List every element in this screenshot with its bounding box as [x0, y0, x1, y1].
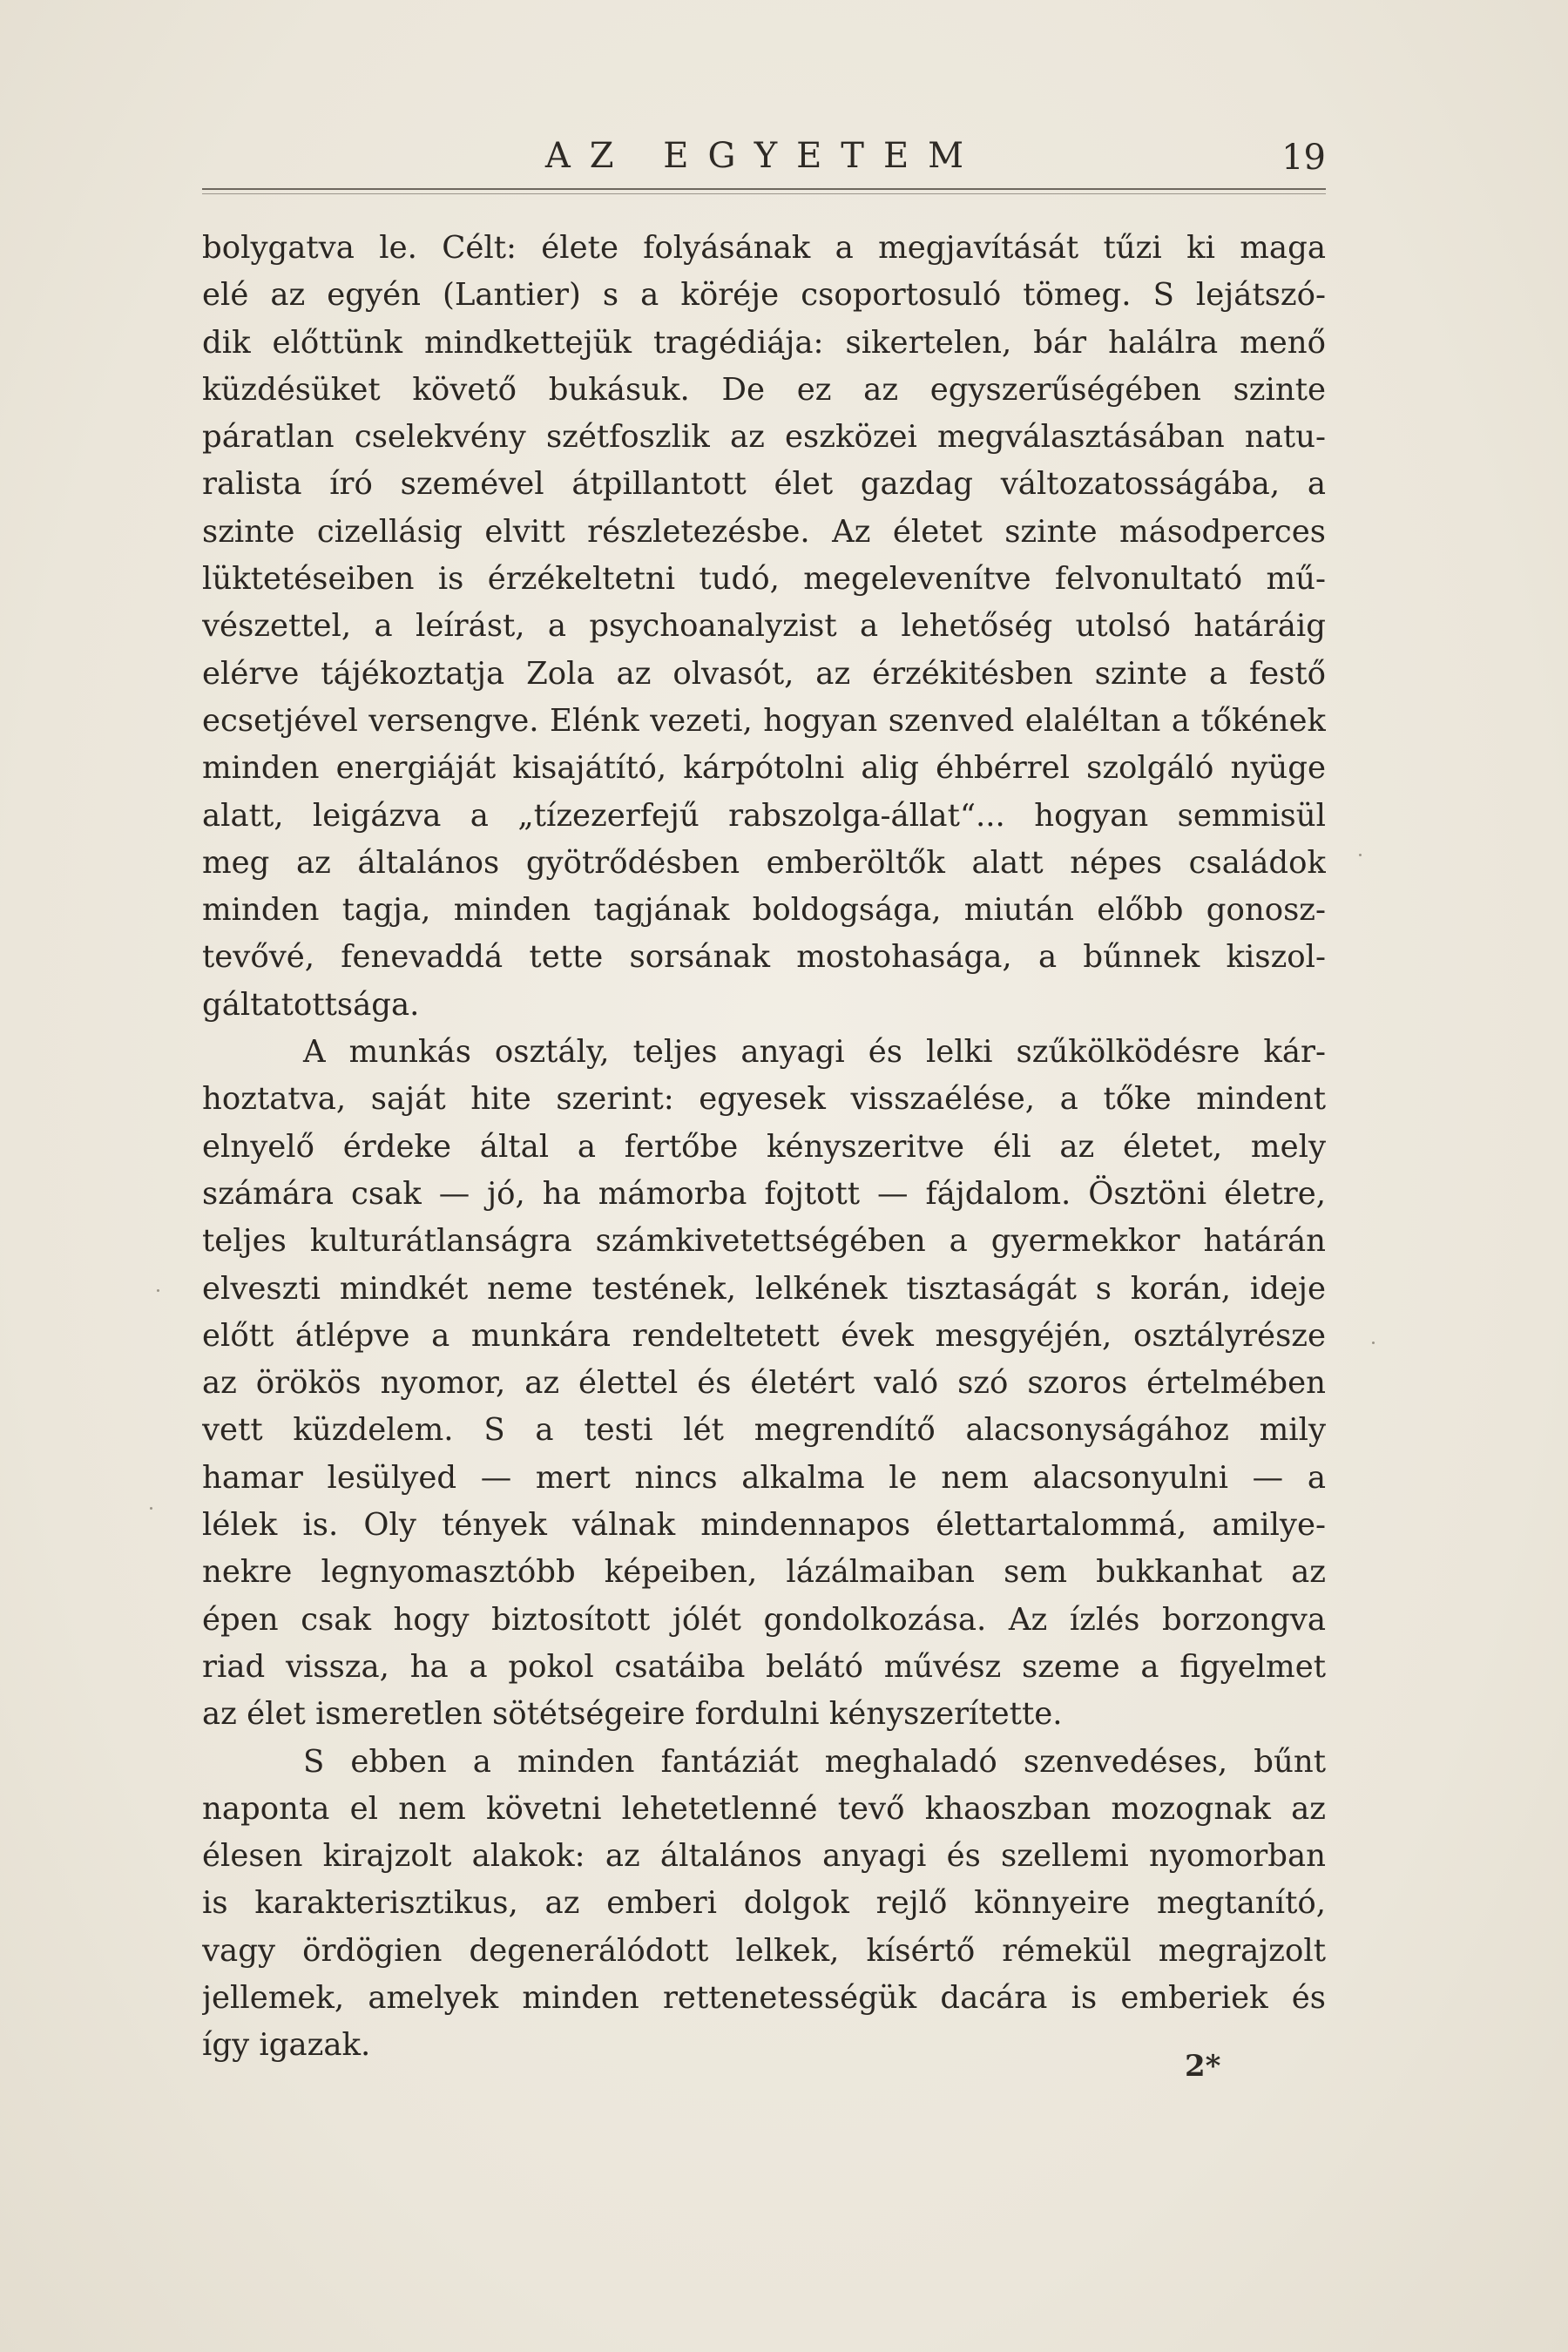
text-line: lélek is. Oly tények válnak mindennapos élettartalommá, amilye-	[202, 1507, 1326, 1544]
text-line: ralista író szemével átpillantott élet gazdag változatosságába, a	[202, 466, 1326, 503]
text-line: minden tagja, minden tagjának boldogsága, miután előbb gonosz-	[202, 892, 1326, 929]
text-line: páratlan cselekvény szétfoszlik az eszközei megválasztásában natu-	[202, 419, 1326, 456]
signature-mark: 2*	[1185, 2049, 1221, 2084]
text-line: tevővé, fenevaddá tette sorsának mostohasága, a bűnnek kiszol-	[202, 939, 1326, 976]
page-number: 19	[1281, 138, 1326, 178]
text-line: hoztatva, saját hite szerint: egyesek visszaélése, a tőke mindent	[202, 1081, 1326, 1118]
text-line: naponta el nem követni lehetetlenné tevő khaoszban mozognak az	[202, 1790, 1326, 1827]
text-line: A munkás osztály, teljes anyagi és lelki szűkölködésre kár-	[303, 1034, 1326, 1071]
text-line: élesen kirajzolt alakok: az általános anyagi és szellemi nyomorban	[202, 1838, 1326, 1875]
header-rule	[202, 188, 1326, 190]
text-line: elveszti mindkét neme testének, lelkének tisztaságát s korán, ideje	[202, 1270, 1326, 1307]
header-rule-thin	[202, 193, 1326, 194]
paper-speck	[1372, 1342, 1375, 1344]
text-line: teljes kulturátlanságra számkivetettségében a gyermekkor határán	[202, 1223, 1326, 1260]
text-line: nekre legnyomasztóbb képeiben, lázálmaiban sem bukkanhat az	[202, 1554, 1326, 1591]
page-header	[202, 131, 1326, 183]
text-line: bolygatva le. Célt: élete folyásának a megjavítását tűzi ki maga	[202, 230, 1326, 266]
text-line: előtt átlépve a munkára rendeltetett évek mesgyéjén, osztályrésze	[202, 1317, 1326, 1354]
text-line: ecsetjével versengve. Elénk vezeti, hogyan szenved elaléltan a tőkének	[202, 702, 1326, 739]
paper-speck	[1359, 854, 1362, 856]
paragraph	[202, 1029, 1326, 1738]
text-line: gáltatottsága.	[202, 986, 420, 1023]
text-line: elé az egyén (Lantier) s a köréje csoportosuló tömeg. S lejátszó-	[202, 277, 1326, 314]
text-line: meg az általános gyötrődésben emberöltők alatt népes családok	[202, 844, 1326, 881]
text-line: az élet ismeretlen sötétségeire fordulni kényszerítette.	[202, 1696, 1063, 1733]
text-line: vészettel, a leírást, a psychoanalyzist a lehetőség utolsó határáig	[202, 608, 1326, 645]
text-line: vett küzdelem. S a testi lét megrendítő alacsonyságához mily	[202, 1412, 1326, 1449]
text-line: is karakterisztikus, az emberi dolgok rejlő könnyeire megtanító,	[202, 1885, 1326, 1922]
paper-speck	[150, 1507, 152, 1510]
text-line: dik előttünk mindkettejük tragédiája: sikertelen, bár halálra menő	[202, 324, 1326, 361]
paper-speck	[157, 1289, 159, 1292]
text-line: szinte cizellásig elvitt részletezésbe. Az életet szinte másodperces	[202, 513, 1326, 550]
body-text	[202, 225, 1326, 2070]
text-line: jellemek, amelyek minden rettenetességük dacára is emberiek és	[202, 1979, 1326, 2016]
text-line: így igazak.	[202, 2027, 371, 2064]
text-line: az örökös nyomor, az élettel és életért való szó szoros értelmében	[202, 1365, 1326, 1402]
text-line: hamar lesülyed — mert nincs alkalma le nem alacsonyulni — a	[202, 1459, 1326, 1496]
text-line: lüktetéseiben is érzékeltetni tudó, megelevenítve felvonultató mű-	[202, 561, 1326, 598]
text-line: riad vissza, ha a pokol csatáiba belátó művész szeme a figyelmet	[202, 1648, 1326, 1685]
running-head: AZ EGYETEM	[544, 136, 983, 176]
text-line: S ebben a minden fantáziát meghaladó szenvedéses, bűnt	[303, 1743, 1326, 1780]
text-line: minden energiáját kisajátító, kárpótolni alig éhbérrel szolgáló nyüge	[202, 750, 1326, 787]
text-line: számára csak — jó, ha mámorba fojtott — fájdalom. Ösztöni életre,	[202, 1175, 1326, 1212]
paragraph	[202, 1739, 1326, 2070]
text-line: elérve tájékoztatja Zola az olvasót, az érzékitésben szinte a festő	[202, 655, 1326, 692]
paragraph	[202, 225, 1326, 1029]
text-line: alatt, leigázva a „tízezerfejű rabszolga-állat“... hogyan semmisül	[202, 797, 1326, 834]
text-line: elnyelő érdeke által a fertőbe kényszeritve éli az életet, mely	[202, 1128, 1326, 1165]
text-line: küzdésüket követő bukásuk. De ez az egyszerűségében szinte	[202, 371, 1326, 408]
text-line: vagy ördögien degenerálódott lelkek, kísértő rémekül megrajzolt	[202, 1932, 1326, 1969]
text-line: épen csak hogy biztosított jólét gondolkozása. Az ízlés borzongva	[202, 1601, 1326, 1638]
